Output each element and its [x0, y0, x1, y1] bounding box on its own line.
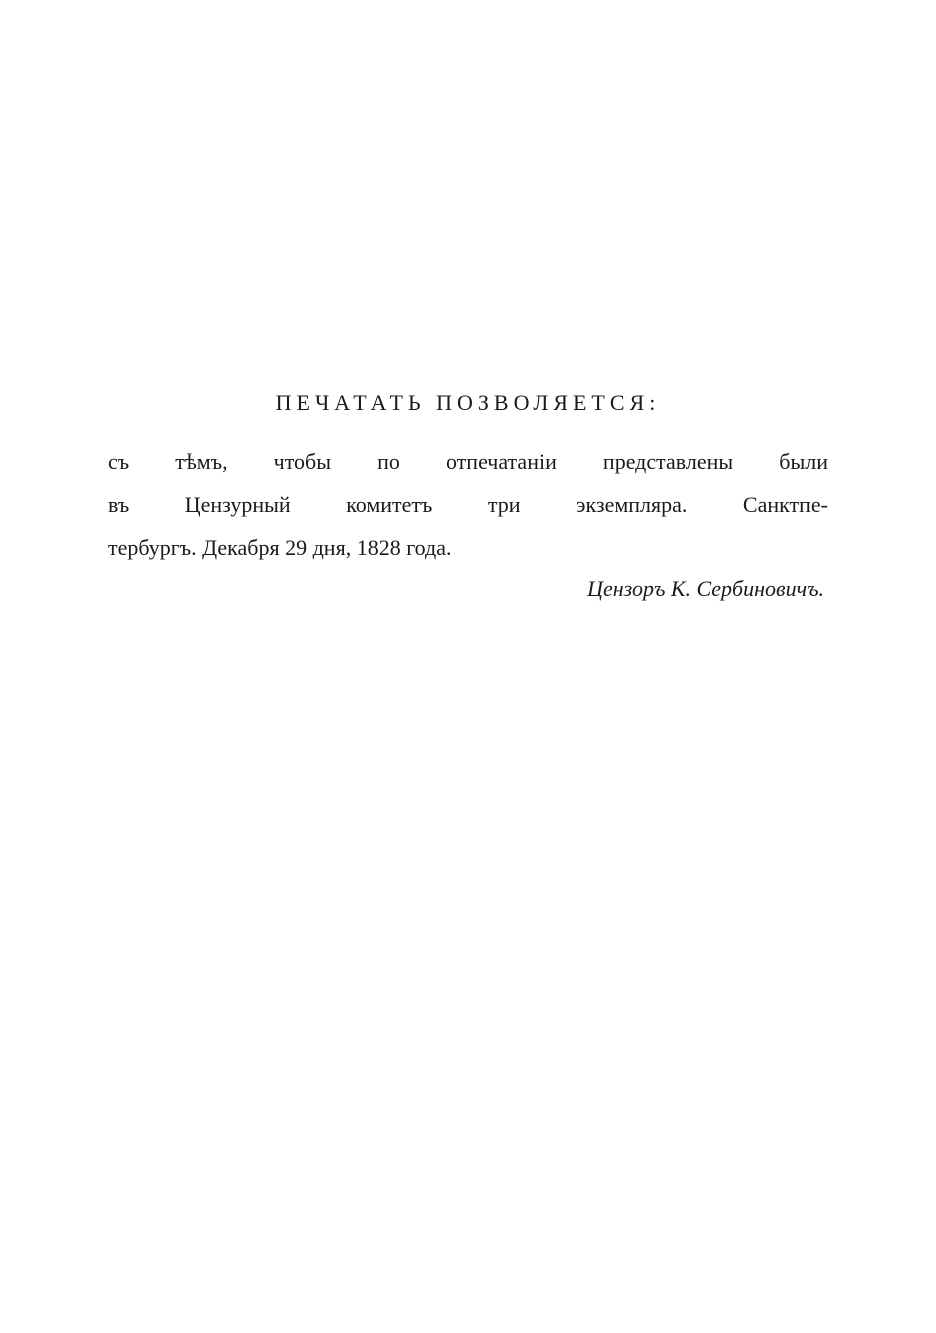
text-line-2: въ Цензурный комитетъ три экземпляра. Санктпе-: [108, 492, 828, 517]
text-line-1: съ тѣмъ, чтобы по отпечатаніи представлены были: [108, 449, 828, 474]
censor-signature: Цензоръ К. Сербиновичъ.: [587, 576, 824, 601]
page-heading: ПЕЧАТАТЬ ПОЗВОЛЯЕТСЯ:: [275, 390, 661, 415]
text-line-3: тербургъ. Декабря 29 дня, 1828 года.: [108, 535, 452, 560]
